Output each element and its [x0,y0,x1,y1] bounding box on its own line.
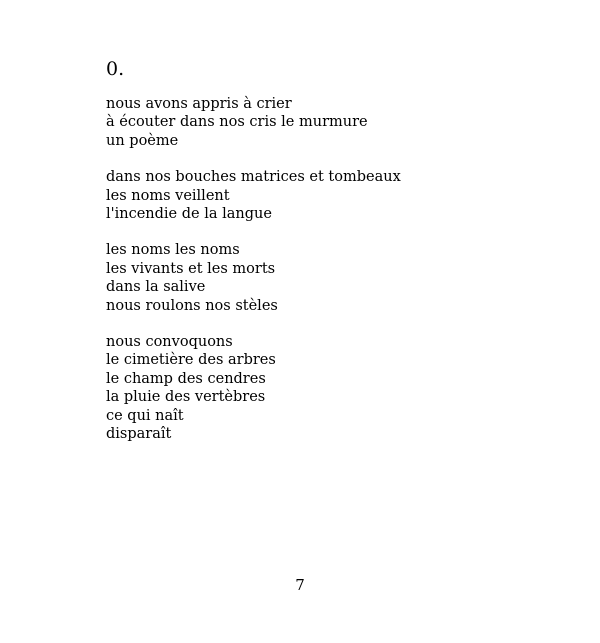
poem-line: nous avons appris à crier [106,96,292,112]
poem-line: dans la salive [106,279,206,296]
poem-line: la pluie des vertèbres [106,389,266,406]
poem-line: nous convoquons [106,334,233,351]
poem-line: à écouter dans nos cris le murmure [106,114,368,131]
stanza-1 [106,95,401,150]
poem-line: nous roulons nos stèles [106,297,278,314]
poem-line: le champ des cendres [106,370,266,387]
poem-line: les noms les noms [106,242,240,259]
stanza-3 [106,241,401,315]
poem-line: disparaît [106,426,172,443]
poem-line: l'incendie de la langue [106,206,272,223]
poem-line: les noms veillent [106,187,230,204]
poem [106,95,401,462]
poem-line: dans nos bouches matrices et tombeaux [106,169,401,186]
poem-line: ce qui naît [106,407,184,424]
stanza-2 [106,168,401,223]
section-number: 0. [106,58,125,80]
poem-line: un poème [106,132,179,149]
poem-line: le cimetière des arbres [106,352,276,369]
stanza-4 [106,333,401,443]
poem-line: les vivants et les morts [106,260,276,277]
page-number: 7 [295,576,305,594]
